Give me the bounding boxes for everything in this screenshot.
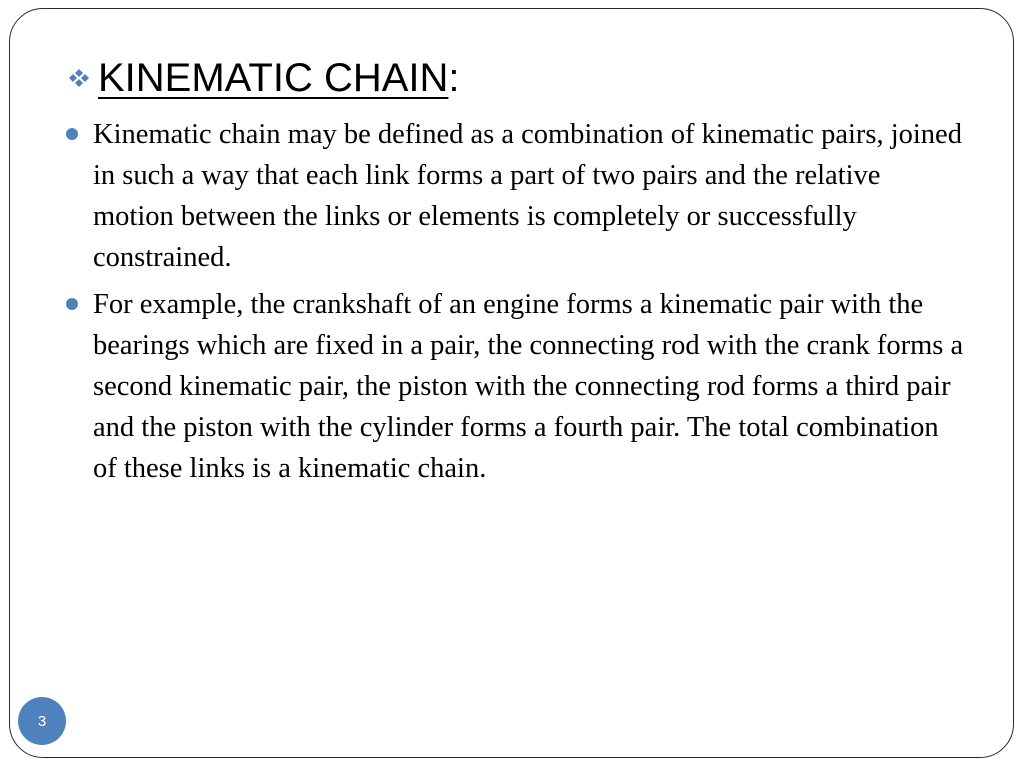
page-number: 3 [37, 712, 47, 730]
bullet-item [66, 284, 966, 489]
page-number-badge [18, 697, 66, 745]
title-colon: : [448, 56, 460, 100]
bullet-dot-icon [66, 128, 78, 140]
bullet-list [66, 114, 966, 495]
bullet-dot-icon [66, 298, 78, 310]
diamond-cluster-icon [62, 56, 96, 86]
title-text: KINEMATIC CHAIN [98, 56, 449, 100]
bullet-item [66, 114, 966, 278]
slide-title [62, 54, 460, 102]
bullet-text: For example, the crankshaft of an engine forms a kinematic pair with the bearings which are fixed in a pair, the connecting rod with the crank forms a second kinematic pair, the piston with the connecting rod forms a third pair and the piston with the cylinder forms a fourth pair. The total combination of these links is a kinematic chain. [93, 289, 964, 484]
bullet-text: Kinematic chain may be defined as a combination of kinematic pairs, joined in such a way that each link forms a part of two pairs and the relative motion between the links or elements is completely or successfully constrained. [93, 119, 962, 273]
